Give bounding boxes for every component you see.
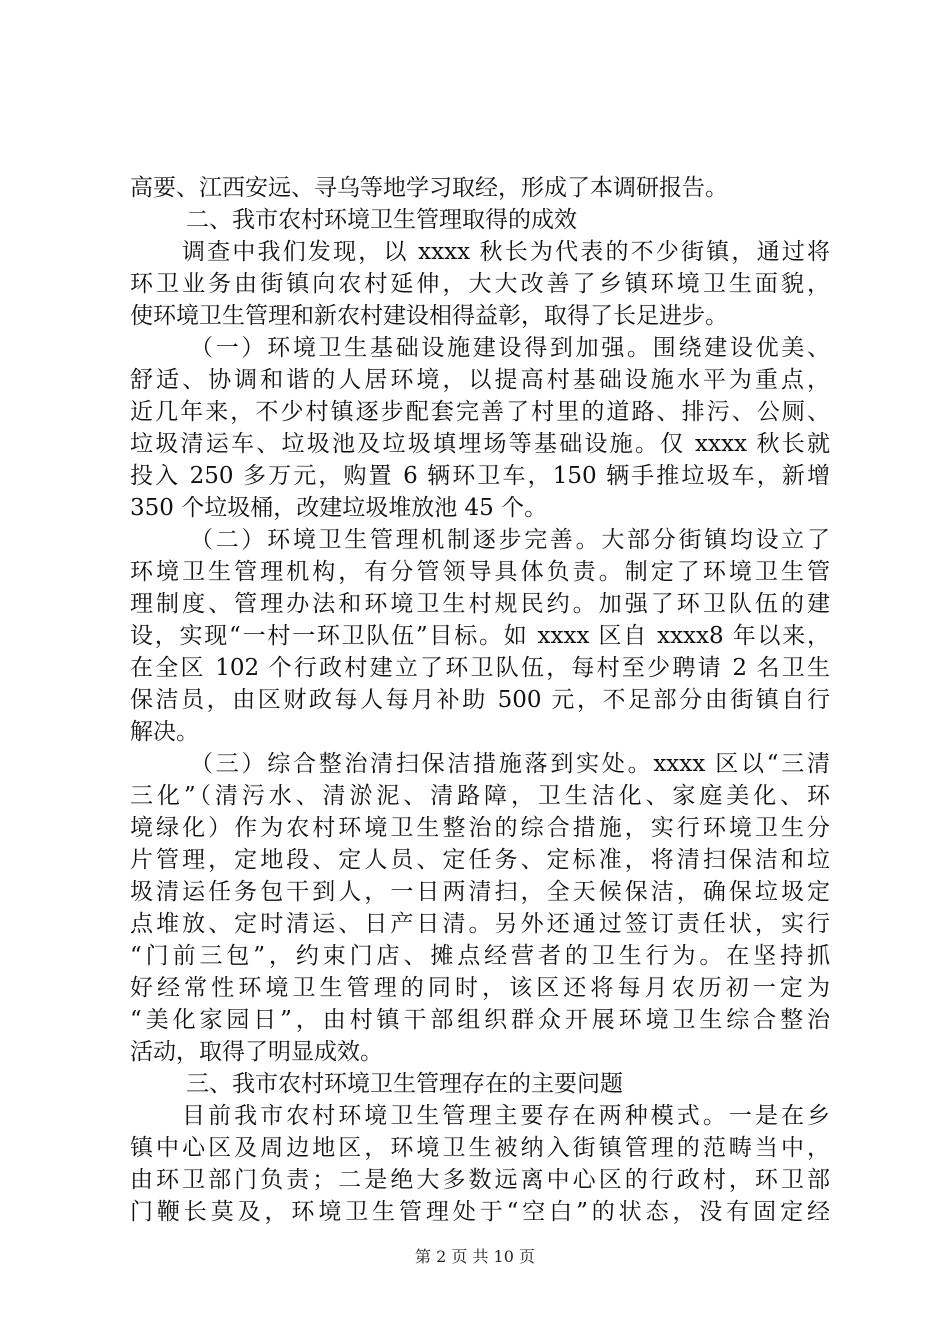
text-line: “美化家园日”，由村镇干部组织群众开展环境卫生综合整治 [130, 1007, 830, 1033]
text-line: 门鞭长莫及，环境卫生管理处于“空白”的状态，没有固定经 [130, 1199, 830, 1225]
page-footer: 第 2 页 共 10 页 [415, 1247, 535, 1266]
text-line: 使环境卫生管理和新农村建设相得益彰，取得了长足进步。 [130, 303, 728, 329]
text-line: （二）环境卫生管理机制逐步完善。大部分街镇均设立了 [190, 527, 830, 553]
text-line: 设，实现“一村一环卫队伍”目标。如 xxxx 区自 xxxx8 年以来， [130, 623, 830, 649]
text-line: 好经常性环境卫生管理的同时，该区还将每月农历初一定为 [130, 975, 830, 1001]
text-line: 垃圾清运车、垃圾池及垃圾填埋场等基础设施。仅 xxxx 秋长就 [130, 431, 830, 457]
text-line: 舒适、协调和谐的人居环境，以提高村基础设施水平为重点， [130, 367, 830, 393]
text-line: 圾清运任务包干到人，一日两清扫，全天候保洁，确保垃圾定 [130, 879, 830, 905]
text-line: 保洁员，由区财政每人每月补助 500 元，不足部分由街镇自行 [130, 687, 830, 713]
text-line: 350 个垃圾桶，改建垃圾堆放池 45 个。 [130, 495, 548, 521]
text-line: （一）环境卫生基础设施建设得到加强。围绕建设优美、 [190, 335, 830, 361]
text-line: 解决。 [130, 719, 199, 745]
text-line: 近几年来，不少村镇逐步配套完善了村里的道路、排污、公厕、 [130, 399, 830, 425]
text-line: 片管理，定地段、定人员、定任务、定标准，将清扫保洁和垃 [130, 847, 830, 873]
text-line: 境绿化）作为农村环境卫生整治的综合措施，实行环境卫生分 [130, 815, 830, 841]
text-line: 投入 250 多万元，购置 6 辆环卫车，150 辆手推垃圾车，新增 [130, 463, 830, 489]
text-line: 调查中我们发现，以 xxxx 秋长为代表的不少街镇，通过将 [182, 239, 830, 265]
text-line: 活动，取得了明显成效。 [130, 1039, 383, 1065]
text-line: 环卫业务由街镇向农村延伸，大大改善了乡镇环境卫生面貌， [130, 271, 830, 297]
document-body [130, 172, 830, 1228]
text-line: 环境卫生管理机构，有分管领导具体负责。制定了环境卫生管 [130, 559, 830, 585]
text-line: （三）综合整治清扫保洁措施落到实处。xxxx 区以“三清 [190, 751, 830, 777]
text-line: 在全区 102 个行政村建立了环卫队伍，每村至少聘请 2 名卫生 [130, 655, 830, 681]
text-line: 由环卫部门负责；二是绝大多数远离中心区的行政村，环卫部 [130, 1167, 830, 1193]
section-heading: 三、我市农村环境卫生管理存在的主要问题 [186, 1071, 623, 1097]
text-line: “门前三包”，约束门店、摊点经营者的卫生行为。在坚持抓 [130, 943, 830, 969]
text-line: 点堆放、定时清运、日产日清。另外还通过签订责任状，实行 [130, 911, 830, 937]
text-line: 目前我市农村环境卫生管理主要存在两种模式。一是在乡 [182, 1103, 830, 1129]
text-line: 理制度、管理办法和环境卫生村规民约。加强了环卫队伍的建 [130, 591, 830, 617]
text-line: 三化”（清污水、清淤泥、清路障，卫生洁化、家庭美化、环 [130, 783, 830, 809]
text-line: 高要、江西安远、寻乌等地学习取经，形成了本调研报告。 [130, 175, 728, 201]
text-line: 镇中心区及周边地区，环境卫生被纳入街镇管理的范畴当中， [130, 1135, 830, 1161]
section-heading: 二、我市农村环境卫生管理取得的成效 [186, 207, 577, 233]
